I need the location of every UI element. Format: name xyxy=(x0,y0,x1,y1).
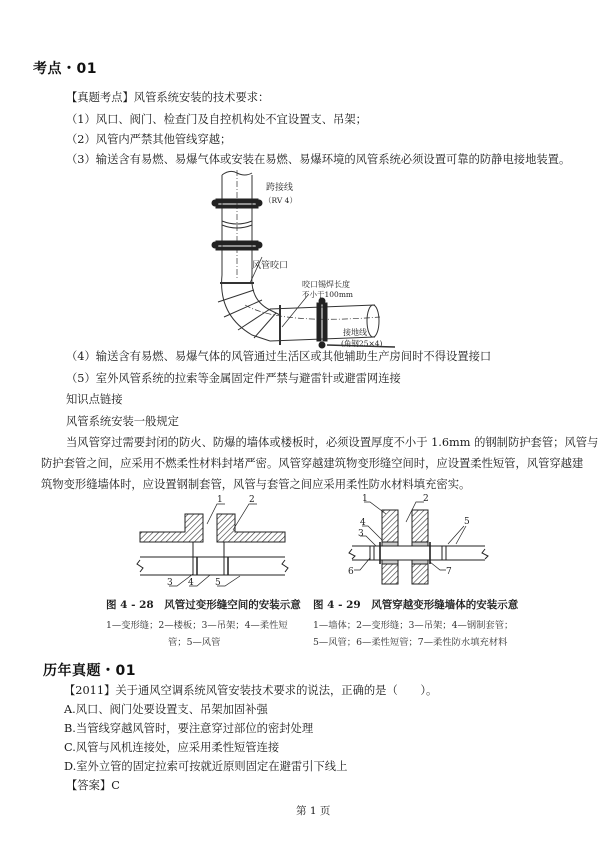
jumper-spec-label: （RV 4） xyxy=(264,196,297,205)
solder-min-label: 不小于100mm xyxy=(302,290,354,299)
callout-2: 2 xyxy=(423,494,429,504)
question-text: 【2011】关于通风空调系统风管安装技术要求的说法，正确的是（ ）。 xyxy=(64,684,438,697)
callout-6: 6 xyxy=(348,567,354,577)
duct-grounding-figure xyxy=(190,165,400,350)
ground-wire-label: 接地线 xyxy=(343,328,367,337)
requirement-item: （4）输送含有易燃、易爆气体的风管通过生活区或其他辅助生产房间时不得设置接口 xyxy=(66,350,492,363)
callout-1: 1 xyxy=(362,494,368,504)
link-title: 知识点链接 xyxy=(66,393,123,406)
sub-title: 风管系统安装一般规定 xyxy=(66,415,179,428)
figure-caption-4-29: 图 4 - 29 风管穿越变形缝墙体的安装示意 xyxy=(313,599,519,611)
callout-1: 1 xyxy=(217,495,223,505)
answer-text: 【答案】C xyxy=(66,779,120,792)
figure-legend-4-28: 1—变形缝；2—楼板；3—吊架；4—柔性短 xyxy=(106,620,288,631)
seam-label: 风管咬口 xyxy=(252,261,289,271)
option-a: A.风口、阀门处要设置支、吊架加固补强 xyxy=(64,703,268,716)
requirement-item: （1）风口、阀门、检查门及自控机构处不宜设置支、吊架； xyxy=(66,113,367,126)
solder-length-label: 咬口锡焊长度 xyxy=(302,280,350,289)
paragraph-line: 防护套管之间，应采用不燃柔性材料封堵严密。风管穿越建筑物变形缝空间时，应设置柔性短管，风管穿越建 xyxy=(41,457,584,470)
callout-5: 5 xyxy=(464,517,470,527)
figure-legend-4-29-cont: 5—风管；6—柔性短管；7—柔性防水填充材料 xyxy=(313,637,508,648)
option-d: D.室外立管的固定拉索可按就近原则固定在避雷引下线上 xyxy=(64,760,348,773)
figure-legend-4-28-cont: 管；5—风管 xyxy=(168,637,221,648)
requirement-item: （3）输送含有易燃、易爆气体或安装在易燃、易爆环境的风管系统必须设置可靠的防静电接地装置。 xyxy=(66,153,571,166)
figure-caption-4-28: 图 4 - 28 风管过变形缝空间的安装示意 xyxy=(106,599,301,611)
callout-4: 4 xyxy=(188,578,194,588)
callout-3: 3 xyxy=(167,578,173,588)
figure-4-28 xyxy=(125,492,295,590)
callout-7: 7 xyxy=(446,567,452,577)
option-c: C.风管与风机连接处，应采用柔性短管连接 xyxy=(64,741,280,754)
intro-text: 【真题考点】风管系统安装的技术要求： xyxy=(66,91,270,104)
callout-3: 3 xyxy=(358,529,364,539)
page-number: 第 1 页 xyxy=(296,805,331,817)
paragraph-line: 当风管穿过需要封闭的防火、防爆的墙体或楼板时，必须设置厚度不小于 1.6mm 的钢制防护套管；风管与 xyxy=(66,436,599,449)
jumper-label: 跨接线 xyxy=(266,183,294,193)
callout-4: 4 xyxy=(360,518,366,528)
paragraph-line: 筑物变形缝墙体时，应设置钢制套管，风管与套管之间应采用柔性防水材料填充密实。 xyxy=(41,478,471,491)
option-b: B.当管线穿越风管时，要注意穿过部位的密封处理 xyxy=(64,722,314,735)
callout-2: 2 xyxy=(249,495,255,505)
section-heading: 考点・01 xyxy=(33,61,97,77)
callout-5: 5 xyxy=(215,578,221,588)
ground-wire-spec-label: (角钢25×4) xyxy=(341,339,383,348)
requirement-item: （2）风管内严禁其他管线穿越； xyxy=(66,133,232,146)
requirement-item: （5）室外风管系统的拉索等金属固定件严禁与避雷针或避雷网连接 xyxy=(66,372,401,385)
figure-4-29 xyxy=(340,492,495,590)
figure-legend-4-29: 1—墙体；2—变形缝；3—吊架；4—钢制套管； xyxy=(313,620,514,631)
exam-heading: 历年真题・01 xyxy=(43,663,136,679)
